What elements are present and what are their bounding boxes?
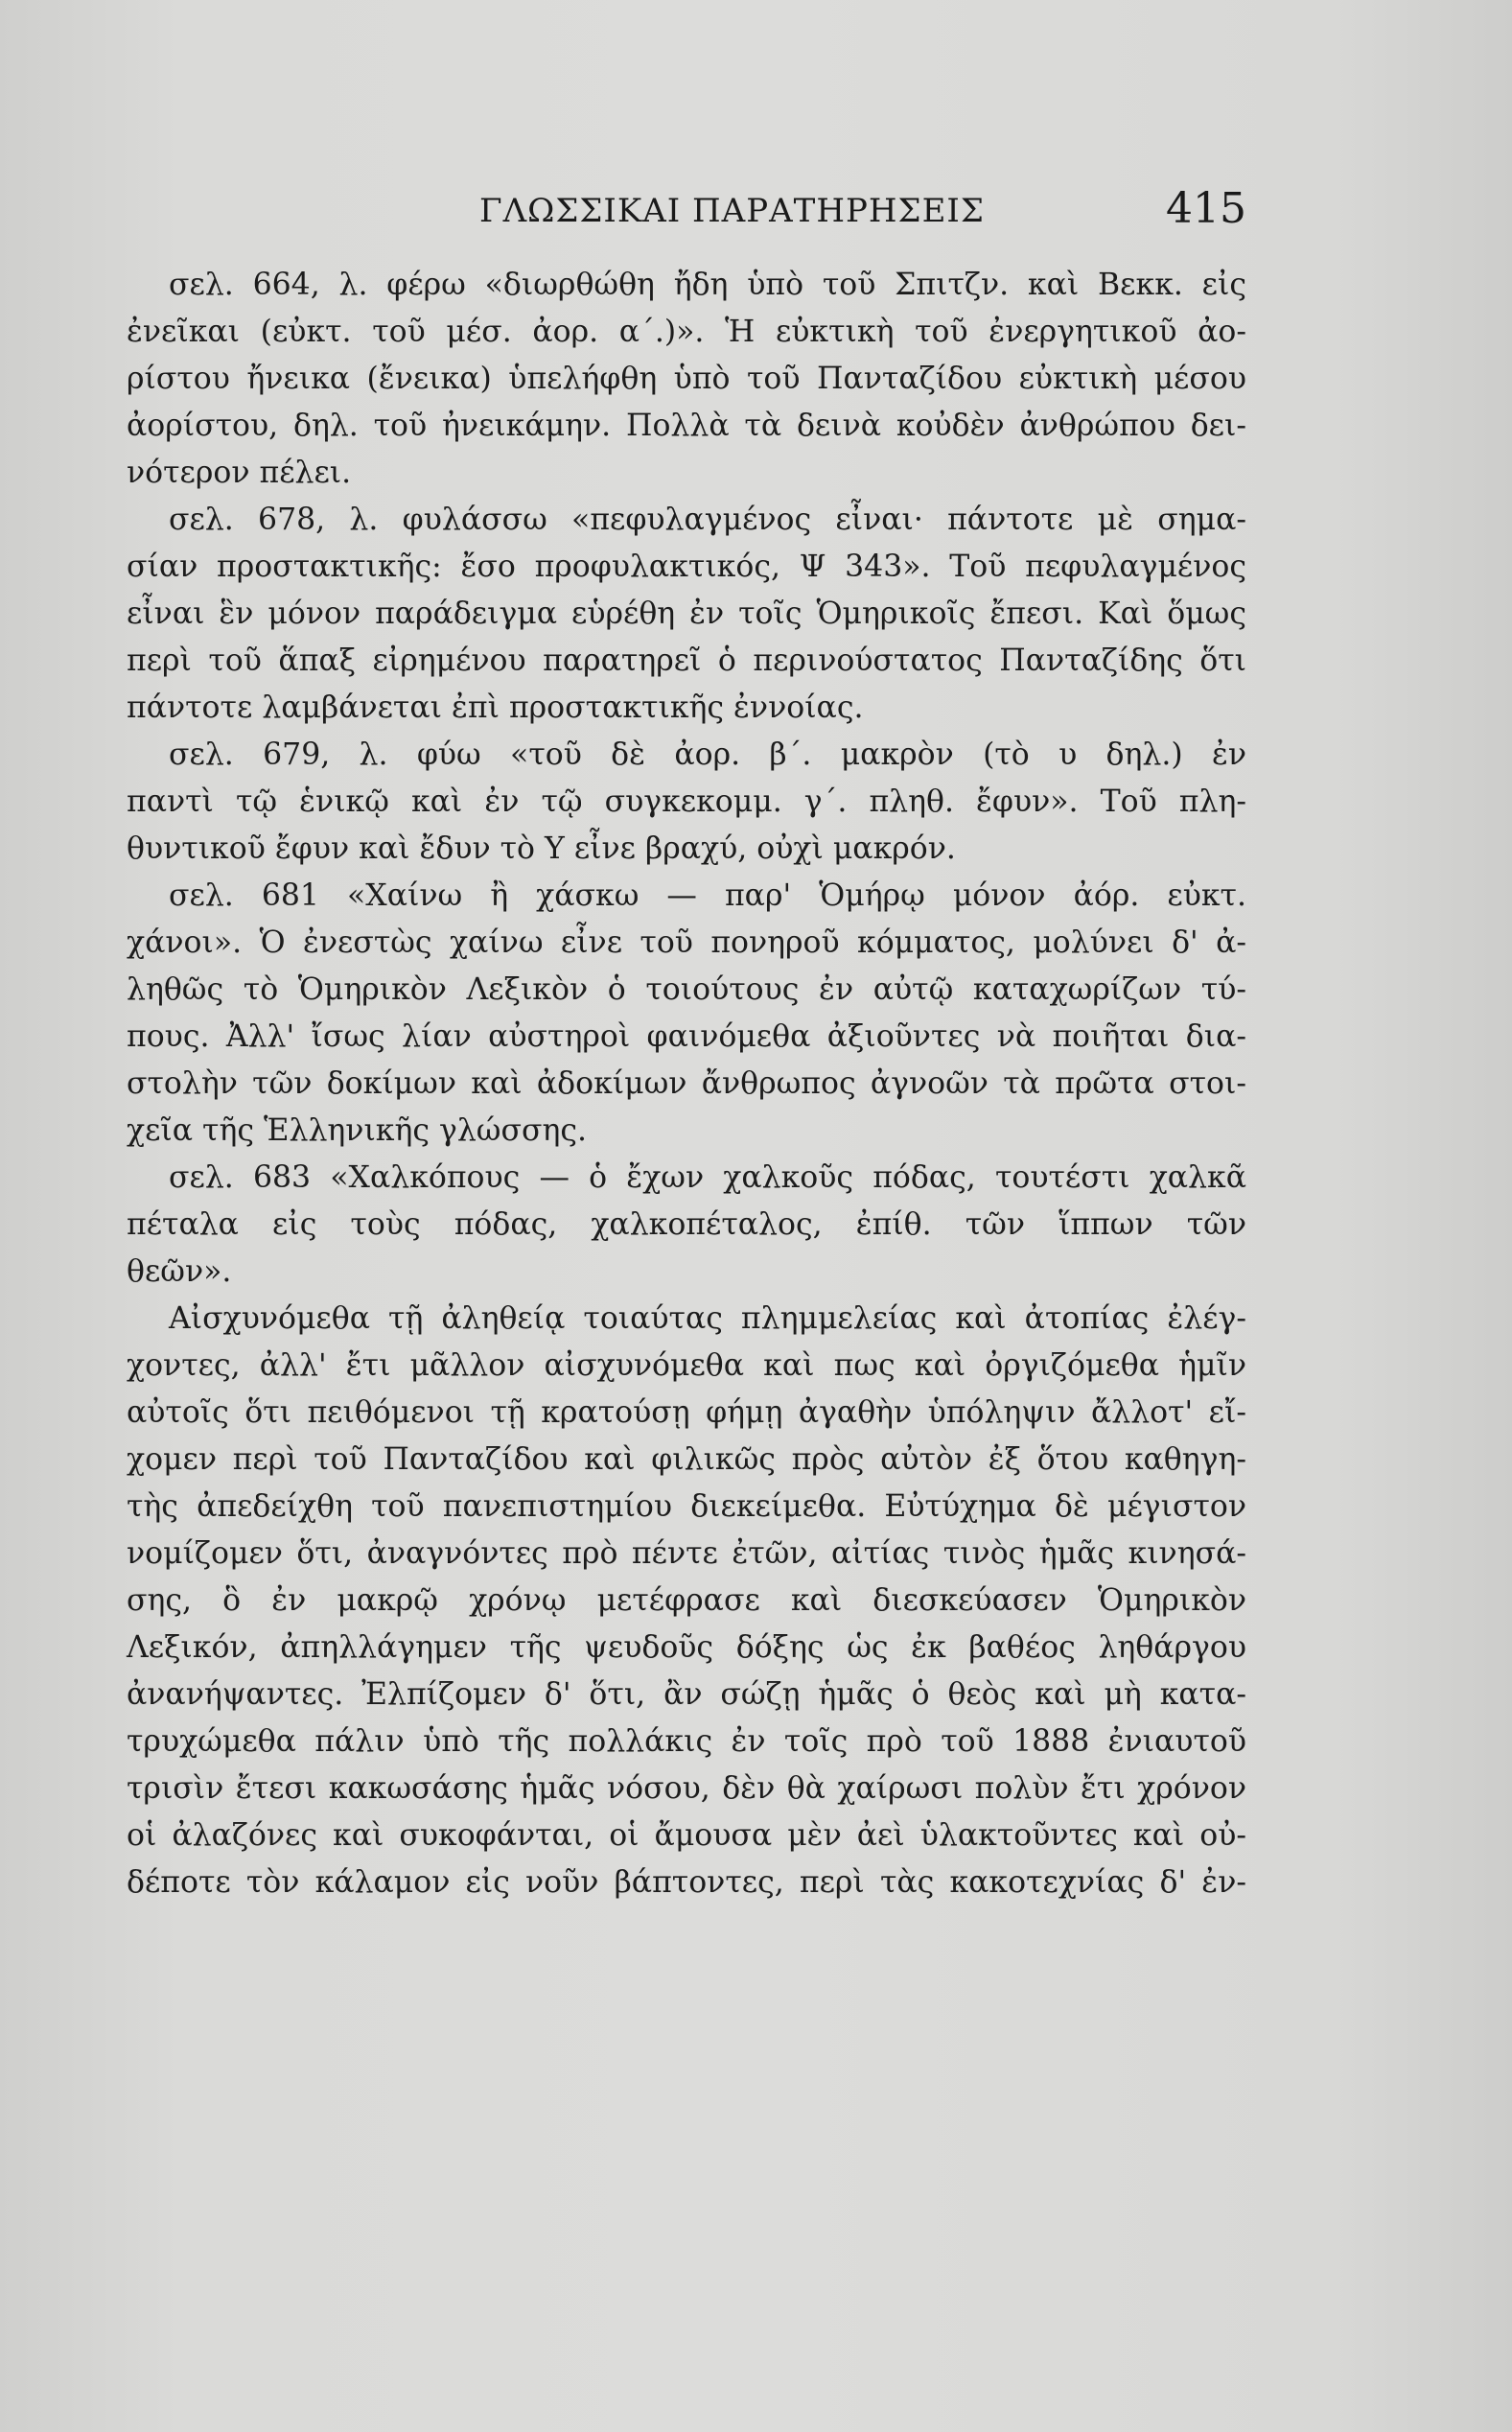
text-line: ληθῶς τὸ Ὁμηρικὸν Λεξικὸν ὁ τοιούτους ἐν αὐτῷ καταχωρίζων τύ- [127,972,1246,1007]
text-line: ἀνανήψαντες. Ἐλπίζομεν δ' ὅτι, ἂν σώζῃ ἡμᾶς ὁ θεὸς καὶ μὴ κατα- [127,1677,1246,1712]
text-line: τὴς ἀπεδείχθη τοῦ πανεπιστημίου διεκείμεθα. Εὐτύχημα δὲ μέγιστον [127,1489,1246,1524]
text-line: χομεν περὶ τοῦ Πανταζίδου καὶ φιλικῶς πρὸς αὐτὸν ἐξ ὅτου καθηγη- [127,1442,1246,1477]
text-line: θυντικοῦ ἔφυν καὶ ἔδυν τὸ Υ εἶνε βραχύ, οὐχὶ μακρόν. [127,831,956,866]
text-line: χεῖα τῆς Ἑλληνικῆς γλώσσης. [127,1113,588,1148]
text-line: θεῶν». [127,1254,232,1289]
text-line: περὶ τοῦ ἅπαξ εἰρημένου παρατηρεῖ ὁ περινούστατος Πανταζίδης ὅτι [127,643,1246,678]
page-number: 415 [1166,184,1246,233]
text-line: Αἰσχυνόμεθα τῇ ἀληθείᾳ τοιαύτας πλημμελείας καὶ ἀτοπίας ἐλέγ- [169,1301,1246,1336]
text-line: σελ. 681 «Χαίνω ἢ χάσκω — παρ' Ὁμήρῳ μόνον ἀόρ. εὐκτ. [169,878,1246,913]
text-line: αὐτοῖς ὅτι πειθόμενοι τῇ κρατούσῃ φήμῃ ἀγαθὴν ὑπόληψιν ἄλλοτ' εἴ- [127,1395,1246,1430]
text-line: στολὴν τῶν δοκίμων καὶ ἀδοκίμων ἄνθρωπος ἀγνοῶν τὰ πρῶτα στοι- [127,1066,1246,1101]
text-line: χάνοι». Ὁ ἐνεστὼς χαίνω εἶνε τοῦ πονηροῦ κόμματος, μολύνει δ' ἀ- [127,925,1246,960]
text-line: εἶναι ἓν μόνον παράδειγμα εὑρέθη ἐν τοῖς Ὁμηρικοῖς ἔπεσι. Καὶ ὅμως [127,596,1246,631]
text-line: ἀορίστου, δηλ. τοῦ ἠνεικάμην. Πολλὰ τὰ δεινὰ κοὐδὲν ἀνθρώπου δει- [127,409,1246,443]
text-line: σελ. 679, λ. φύω «τοῦ δὲ ἀορ. β΄. μακρὸν (τὸ υ δηλ.) ἐν [169,737,1246,772]
text-line: σελ. 664, λ. φέρω «διωρθώθη ἤδη ὑπὸ τοῦ Σπιτζν. καὶ Βεκκ. εἰς [169,268,1246,302]
text-line: πέταλα εἰς τοὺς πόδας, χαλκοπέταλος, ἐπίθ. τῶν ἵππων τῶν [127,1207,1246,1242]
text-line: σελ. 683 «Χαλκόπους — ὁ ἔχων χαλκοῦς πόδας, τουτέστι χαλκᾶ [169,1160,1246,1195]
text-line: σελ. 678, λ. φυλάσσω «πεφυλαγμένος εἶναι· πάντοτε μὲ σημα- [169,503,1246,537]
text-line: πάντοτε λαμβάνεται ἐπὶ προστακτικῆς ἐννοίας. [127,690,864,725]
body-text [127,262,1246,1906]
text-line: πους. Ἀλλ' ἴσως λίαν αὐστηροὶ φαινόμεθα ἀξιοῦντες νὰ ποιῆται δια- [127,1019,1246,1054]
running-title: ΓΛΩΣΣΙΚΑΙ ΠΑΡΑΤΗΡΗΣΕΙΣ [479,192,985,230]
text-line: ἐνεῖκαι (εὐκτ. τοῦ μέσ. ἀορ. α΄.)». Ἡ εὐκτικὴ τοῦ ἐνεργητικοῦ ἀο- [127,315,1246,349]
page-header [125,184,1246,242]
text-line: Λεξικόν, ἀπηλλάγημεν τῆς ψευδοῦς δόξης ὡς ἐκ βαθέος ληθάργου [127,1630,1246,1665]
text-line: χοντες, ἀλλ' ἔτι μᾶλλον αἰσχυνόμεθα καὶ πως καὶ ὀργιζόμεθα ἡμῖν [127,1348,1246,1383]
text-line: νότερον πέλει. [127,456,352,490]
text-line: τρυχώμεθα πάλιν ὑπὸ τῆς πολλάκις ἐν τοῖς πρὸ τοῦ 1888 ἐνιαυτοῦ [127,1724,1246,1759]
text-line: σης, ὃ ἐν μακρῷ χρόνῳ μετέφρασε καὶ διεσκεύασεν Ὁμηρικὸν [127,1583,1246,1618]
text-line: οἱ ἀλαζόνες καὶ συκοφάνται, οἱ ἄμουσα μὲν ἀεὶ ὑλακτοῦντες καὶ οὐ- [127,1818,1246,1853]
text-line: σίαν προστακτικῆς: ἔσο προφυλακτικός, Ψ 343». Τοῦ πεφυλαγμένος [127,550,1246,584]
text-line: παντὶ τῷ ἑνικῷ καὶ ἐν τῷ συγκεκομμ. γ΄. πληθ. ἔφυν». Τοῦ πλη- [127,784,1246,819]
text-line: νομίζομεν ὅτι, ἀναγνόντες πρὸ πέντε ἐτῶν, αἰτίας τινὸς ἡμᾶς κινησά- [127,1536,1246,1571]
text-line: τρισὶν ἔτεσι κακωσάσης ἡμᾶς νόσου, δὲν θὰ χαίρωσι πολὺν ἔτι χρόνον [127,1771,1246,1806]
text-line: δέποτε τὸν κάλαμον εἰς νοῦν βάπτοντες, περὶ τὰς κακοτεχνίας δ' ἐν- [127,1865,1246,1900]
text-line: ρίστου ἤνεικα (ἔνεικα) ὑπελήφθη ὑπὸ τοῦ Πανταζίδου εὐκτικὴ μέσου [127,362,1246,396]
